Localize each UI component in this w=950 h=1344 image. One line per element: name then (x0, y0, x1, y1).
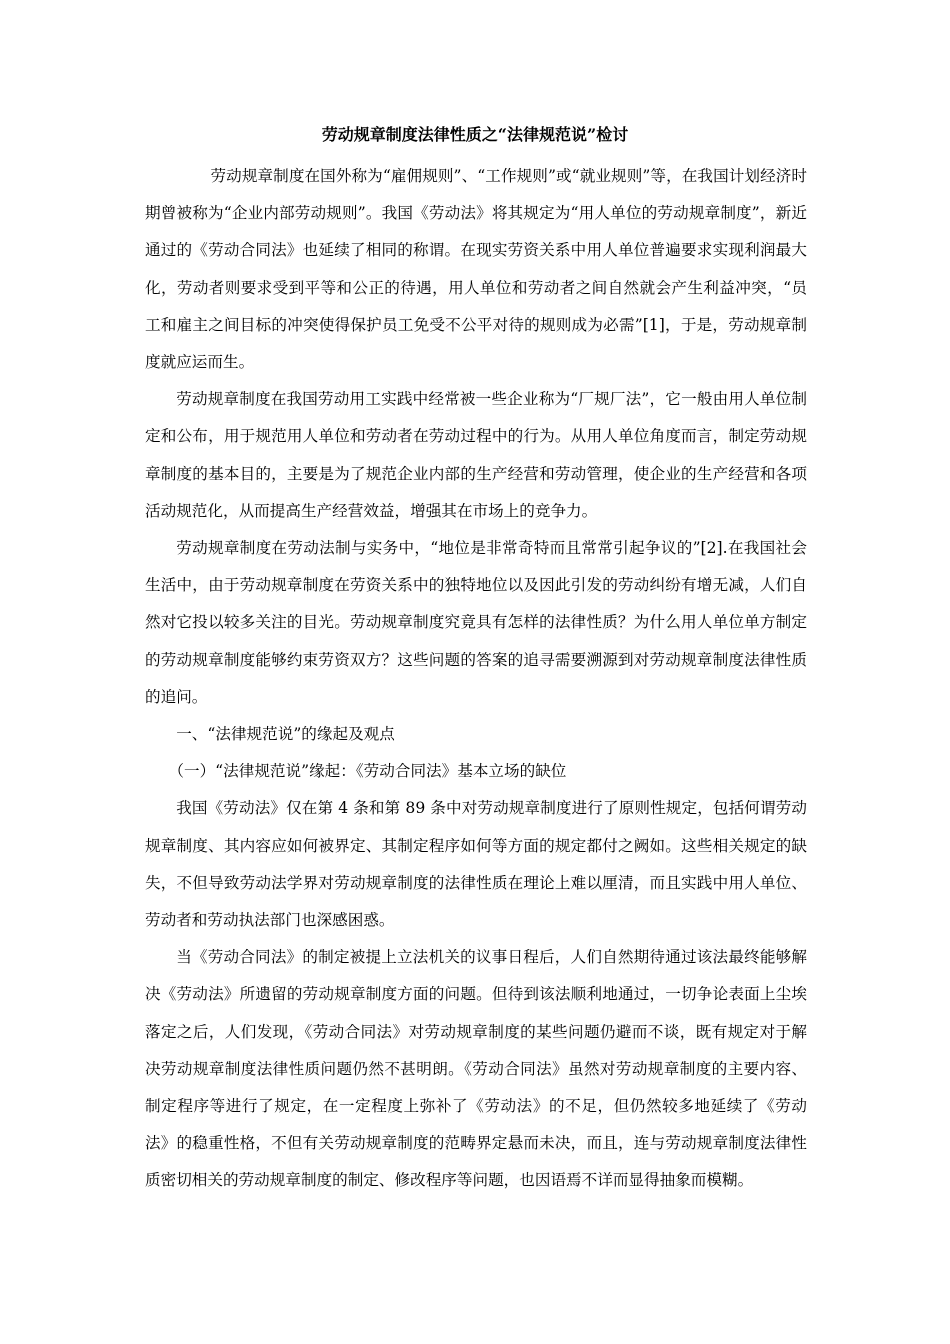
document-title: 劳动规章制度法律性质之“法律规范说”检讨 (321, 125, 629, 144)
paragraph-contract-law: 当《劳动合同法》的制定被提上立法机关的议事日程后，人们自然期待通过该法最终能够解决《劳动法》所遗留的劳动规章制度方面的问题。但待到该法顺利地通过，一切争论表面上尘埃落定之后，人们发现，《劳动合同法》对劳动规章制度的某些问题仍避而不谈，既有规定对于解决劳动规章制度法律性质问题仍然不甚明朗。《劳动合同法》虽然对劳动规章制度的主要内容、制定程序等进行了规定，在一定程度上弥补了《劳动法》的不足，但仍然较多地延续了《劳动法》的稳重性格，不但有关劳动规章制度的范畴界定悬而未决，而且，连与劳动规章制度法律性质密切相关的劳动规章制度的制定、修改程序等问题，也因语焉不详而显得抽象而模糊。 (145, 948, 807, 1190)
section-heading: 一、“法律规范说”的缘起及观点 (176, 725, 395, 744)
paragraph-legal-status: 劳动规章制度在劳动法制与实务中，“地位是非常奇特而且常常引起争议的”[2].在我国社会生活中，由于劳动规章制度在劳资关系中的独特地位以及因此引发的劳动纠纷有增无减，人们自然对它投以较多关注的目光。劳动规章制度究竟具有怎样的法律性质？为什么用人单位单方制定的劳动规章制度能够约束劳资双方？这些问题的答案的追寻需要溯源到对劳动规章制度法律性质的追问。 (145, 539, 807, 706)
paragraph-factory-rules: 劳动规章制度在我国劳动用工实践中经常被一些企业称为“厂规厂法”，它一般由用人单位制定和公布，用于规范用人单位和劳动者在劳动过程中的行为。从用人单位角度而言，制定劳动规章制度的基本目的，主要是为了规范企业内部的生产经营和劳动管理，使企业的生产经营和各项活动规范化，从而提高生产经营效益，增强其在市场上的竞争力。 (145, 390, 807, 520)
paragraph-intro: 劳动规章制度在国外称为“雇佣规则”、“工作规则”或“就业规则”等，在我国计划经济时期曾被称为“企业内部劳动规则”。我国《劳动法》将其规定为“用人单位的劳动规章制度”，新近通过的《劳动合同法》也延续了相同的称谓。在现实劳资关系中用人单位普遍要求实现利润最大化，劳动者则要求受到平等和公正的待遇，用人单位和劳动者之间自然就会产生利益冲突，“员工和雇主之间目标的冲突使得保护员工免受不公平对待的规则成为必需”[1]，于是，劳动规章制度就应运而生。 (145, 167, 807, 372)
document-body (145, 158, 807, 1200)
paragraph-labor-law: 我国《劳动法》仅在第 4 条和第 89 条中对劳动规章制度进行了原则性规定，包括何谓劳动规章制度、其内容应如何被界定、其制定程序如何等方面的规定都付之阙如。这些相关规定的缺失，不但导致劳动法学界对劳动规章制度的法律性质在理论上难以厘清，而且实践中用人单位、劳动者和劳动执法部门也深感困惑。 (145, 799, 807, 930)
subsection-heading: （一）“法律规范说”缘起：《劳动合同法》基本立场的缺位 (168, 762, 567, 781)
